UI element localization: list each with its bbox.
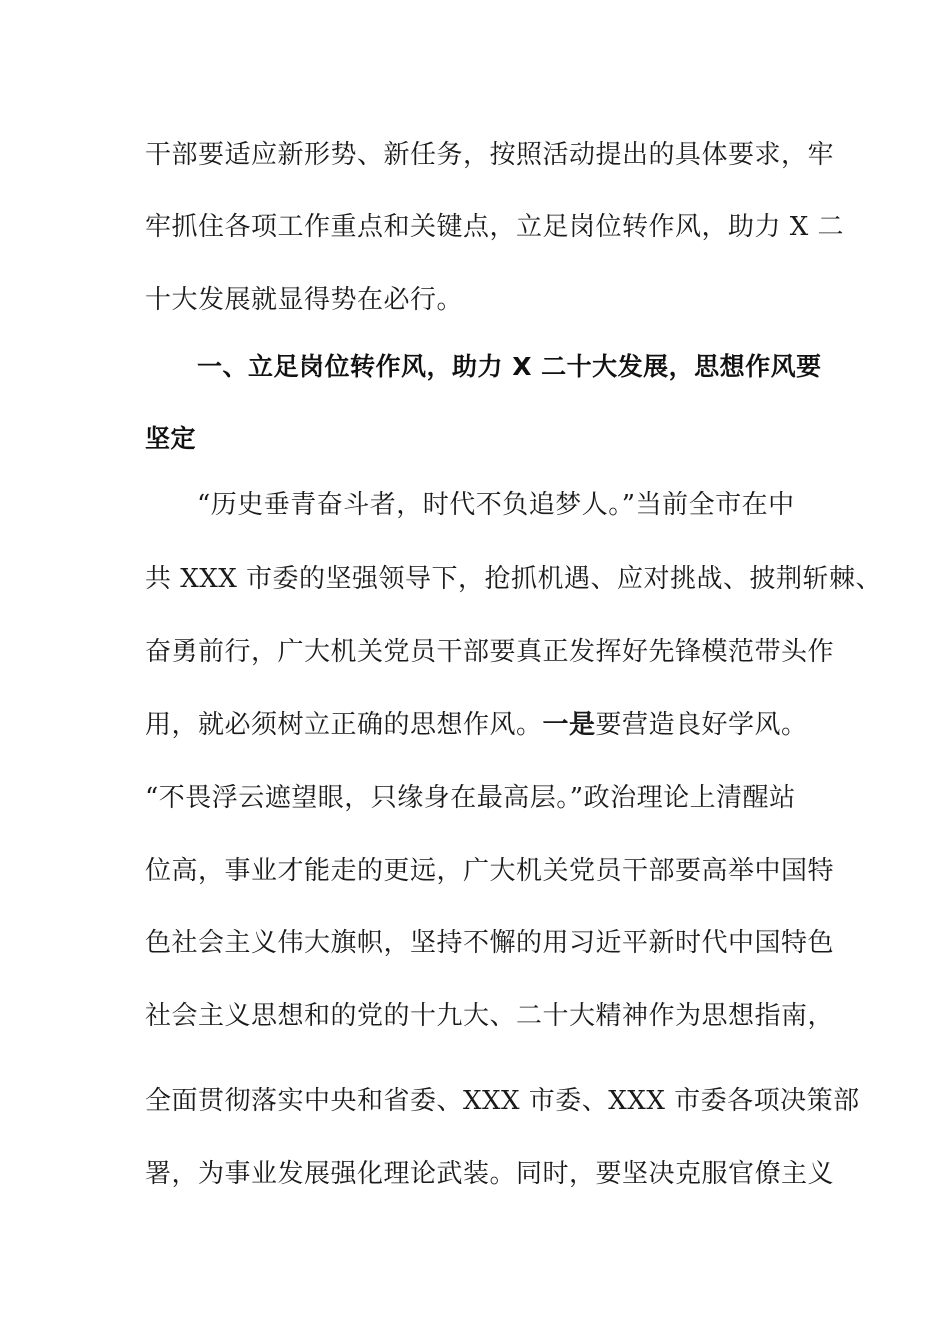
body-line-4: [145, 709, 825, 741]
body-line-8: 社会主义思想和的党的十九大、二十大精神作为思想指南，: [145, 1001, 835, 1031]
section-heading-line-1: 一、立足岗位转作风，助力 X 二十大发展，思想作风要: [197, 352, 822, 381]
intro-line-3: 十大发展就显得势在必行。: [145, 285, 464, 315]
intro-line-1: 干部要适应新形势、新任务，按照活动提出的具体要求，牢: [145, 140, 835, 170]
body-line-4-text-end: 要营造良好学风。: [595, 710, 808, 740]
body-line-7: 色社会主义伟大旗帜，坚持不懈的用习近平新时代中国特色: [145, 928, 835, 958]
section-heading-line-2: 坚定: [145, 424, 197, 453]
intro-line-2: 牢抓住各项工作重点和关键点，立足岗位转作风，助力 X 二: [145, 212, 845, 242]
body-line-3: 奋勇前行，广大机关党员干部要真正发挥好先锋模范带头作: [145, 637, 835, 667]
body-line-1: “历史垂青奋斗者，时代不负追梦人。”当前全市在中: [197, 490, 795, 520]
body-line-9: 全面贯彻落实中央和省委、XXX 市委、XXX 市委各项决策部: [145, 1086, 860, 1116]
body-line-6: 位高，事业才能走的更远，广大机关党员干部要高举中国特: [145, 856, 835, 886]
body-line-10: 署，为事业发展强化理论武装。同时，要坚决克服官僚主义: [145, 1159, 835, 1189]
body-line-5: “不畏浮云遮望眼，只缘身在最高层。”政治理论上清醒站: [145, 783, 796, 813]
body-line-2: 共 XXX 市委的坚强领导下，抢抓机遇、应对挑战、披荆斩棘、: [145, 564, 883, 594]
body-line-4-emphasis: 一是: [542, 710, 596, 740]
body-line-4-text: 用，就必须树立正确的思想作风。: [145, 710, 543, 740]
